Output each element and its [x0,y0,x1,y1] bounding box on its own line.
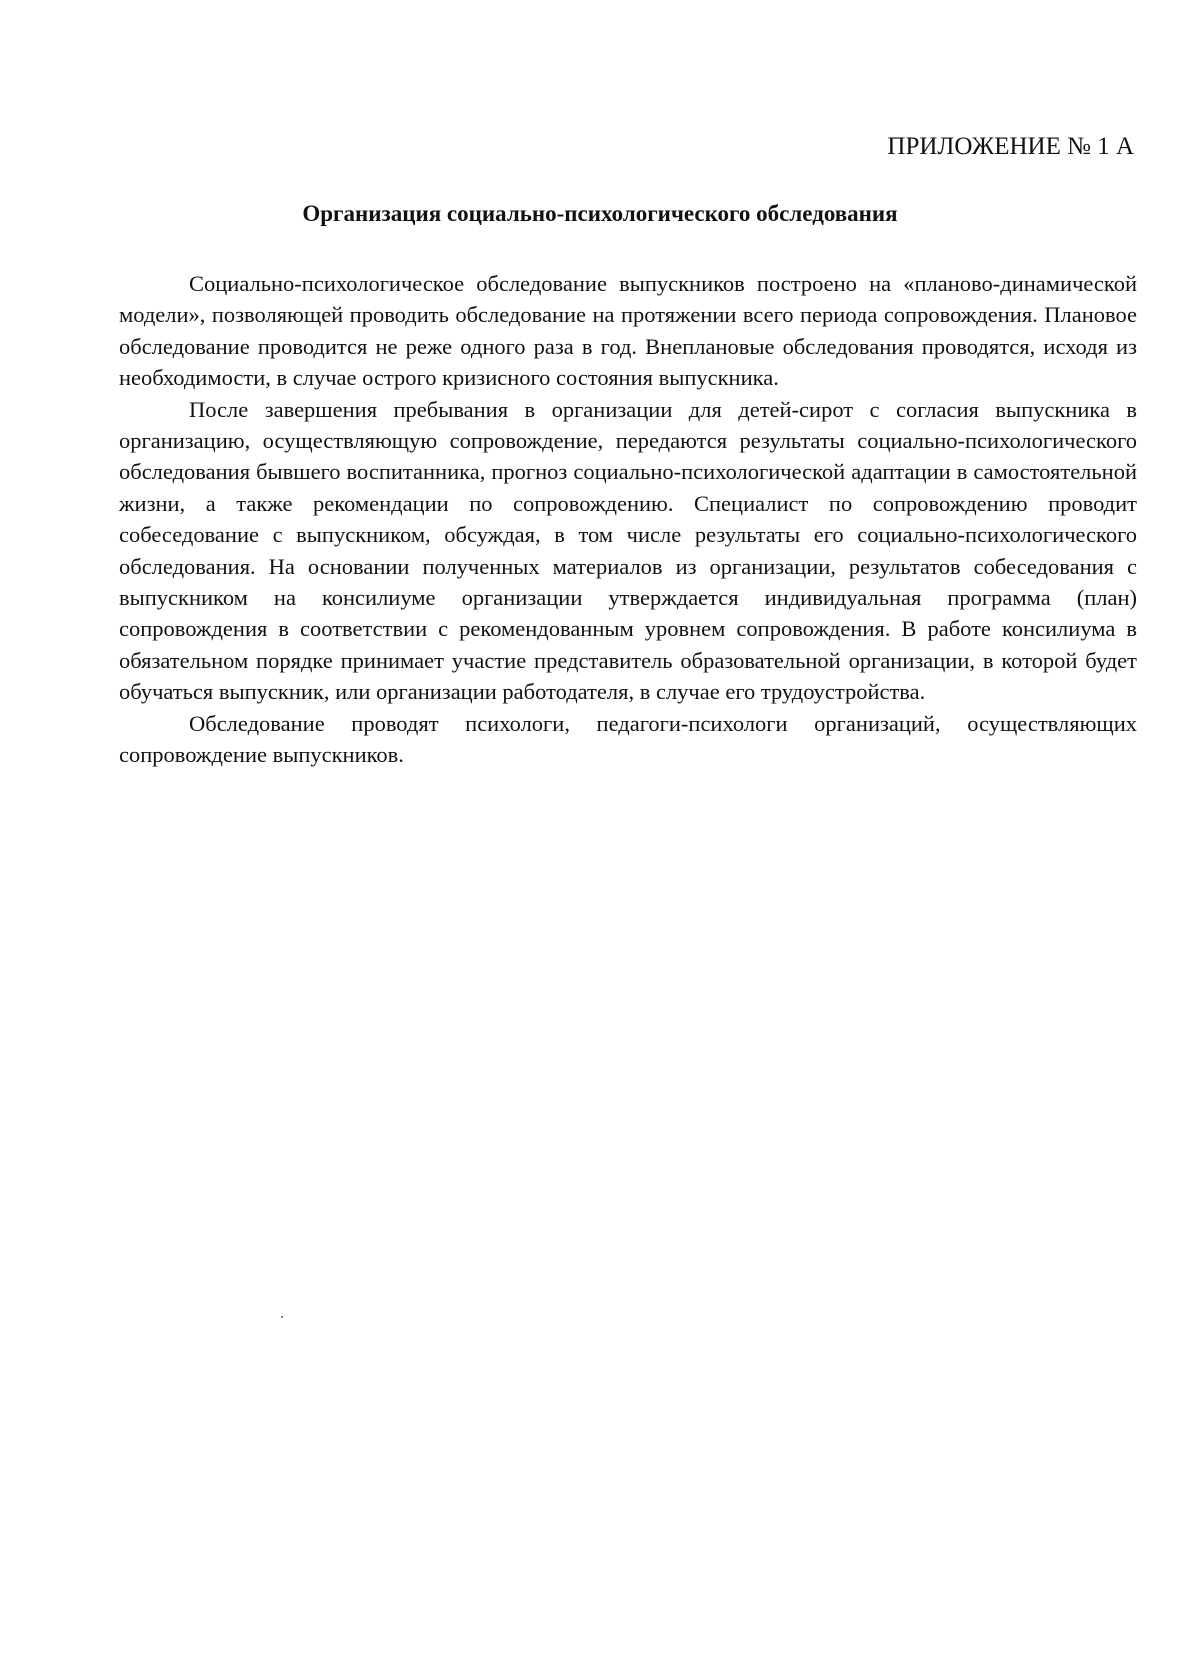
paragraph-survey-staff: Обследование проводят психологи, педагоги-психологи организаций, осуществляющих сопровождение выпускников. [119,710,1137,768]
scan-speck [281,1316,283,1318]
document-body [119,268,1137,771]
appendix-label: ПРИЛОЖЕНИЕ № 1 А [887,133,1134,160]
paragraph-survey-model: Социально-психологическое обследование выпускников построено на «планово-динамической модели», позволяющей проводить обследование на протяжении всего периода сопровождения. Плановое обследование проводится не реже одного раза в год. Внеплановые обследования проводятся, исходя из необходимости, в случае острого кризисного состояния выпускника. [119,271,1137,391]
document-title: Организация социально-психологического обследования [302,201,898,226]
paragraph-results-transfer: После завершения пребывания в организации для детей-сирот с согласия выпускника в организацию, осуществляющую сопровождение, передаются результаты социально-психологического обследования бывшего воспитанника, прогноз социально-психологической адаптации в самостоятельной жизни, а также рекомендации по сопровождению. Специалист по сопровождению проводит собеседование с выпускником, обсуждая, в том числе результаты его социально-психологического обследования. На основании полученных материалов из организации, результатов собеседования с выпускником на консилиуме организации утверждается индивидуальная программа (план) сопровождения в соответствии с рекомендованным уровнем сопровождения. В работе консилиума в обязательном порядке принимает участие представитель образовательной организации, в которой будет обучаться выпускник, или организации работодателя, в случае его трудоустройства. [119,396,1137,705]
